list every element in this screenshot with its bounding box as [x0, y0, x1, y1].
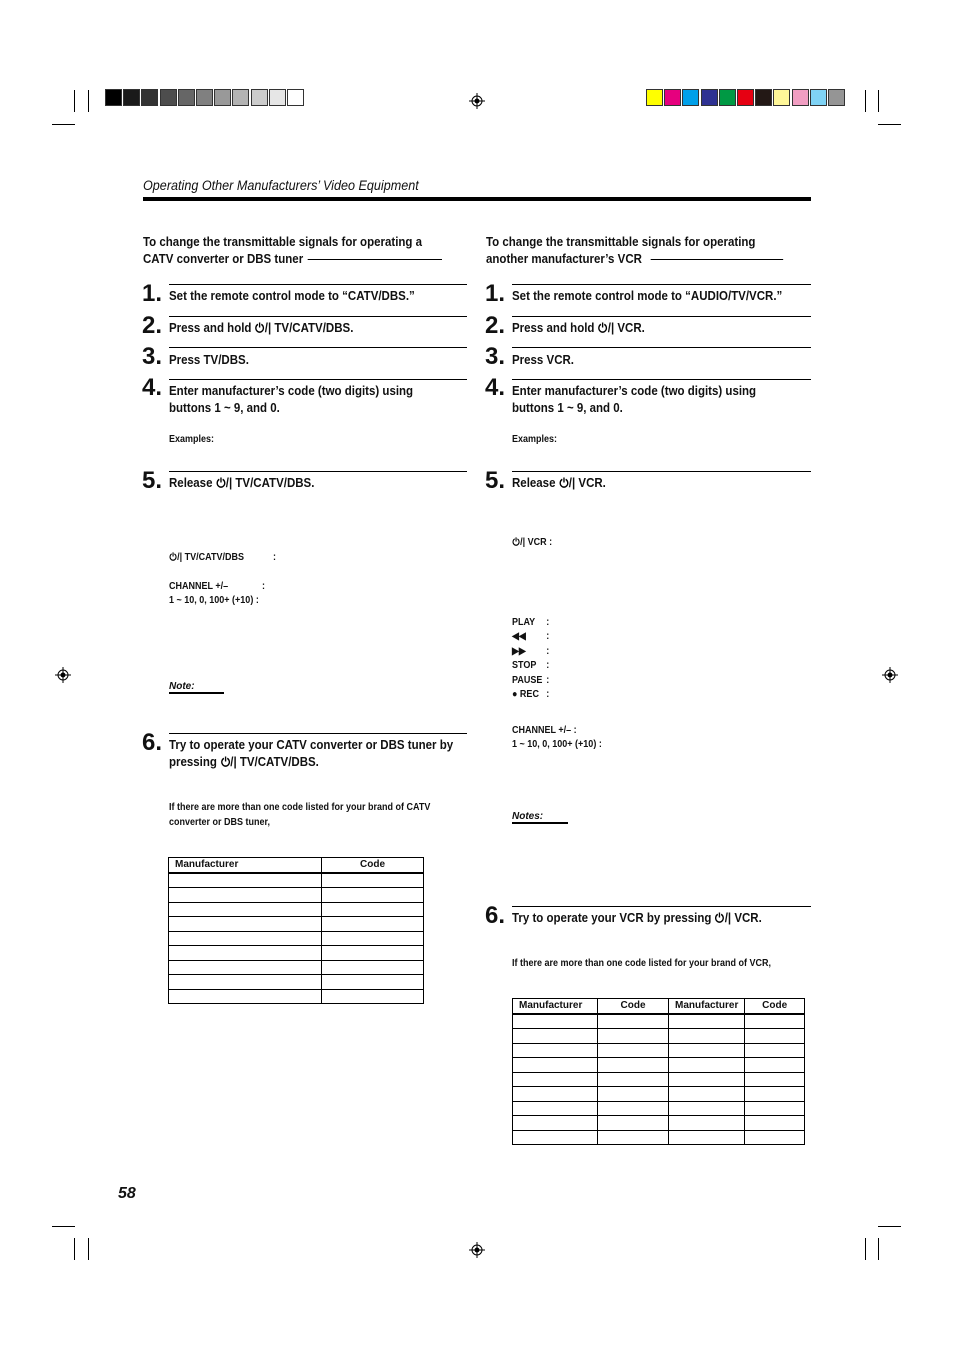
table-row: [513, 1116, 805, 1131]
power-icon: [216, 477, 226, 488]
more-codes-note: If there are more than one code listed for your brand of CATV converter or DBS tuner,: [169, 802, 431, 828]
registration-mark-icon: [469, 1242, 485, 1258]
pause-label: PAUSE: [512, 674, 543, 686]
gray-swatch: [251, 89, 268, 106]
section-title: To change the transmittable signals for operating a CATV converter or DBS tuner: [143, 234, 442, 268]
step-text: Set the remote control mode to “CATV/DBS.”: [169, 289, 415, 303]
gray-swatch: [287, 89, 304, 106]
table-row: [169, 888, 424, 903]
table-row: [169, 902, 424, 917]
step-text: Press and hold /| VCR.: [512, 321, 645, 335]
registration-mark-icon: [882, 667, 898, 683]
table-row: [169, 975, 424, 990]
step-number: 2.: [142, 312, 163, 339]
gray-swatch: [269, 89, 286, 106]
step-text: Release /| TV/CATV/DBS.: [169, 476, 315, 490]
step-number: 1.: [485, 280, 506, 307]
notes-label: Notes:: [512, 811, 544, 822]
gray-swatch: [123, 89, 140, 106]
note-label: Note:: [169, 681, 195, 692]
step-number: 5.: [142, 467, 163, 494]
play-label: PLAY: [512, 617, 536, 628]
power-icon: [255, 322, 265, 333]
table-row: [513, 1087, 805, 1102]
more-codes-note: If there are more than one code listed for your brand of VCR,: [512, 958, 772, 969]
button-power-label: /| VCR :: [512, 536, 552, 551]
table-row: [513, 1043, 805, 1058]
power-icon: [512, 537, 520, 546]
section-title: To change the transmittable signals for operating another manufacturer’s VCR: [486, 234, 784, 268]
page-title: Operating Other Manufacturers’ Video Equipment: [143, 177, 419, 193]
step-number: 3.: [485, 343, 506, 370]
power-icon: [598, 322, 608, 333]
header-rule: [143, 197, 811, 201]
step-number: 5.: [485, 467, 506, 494]
gray-swatch: [160, 89, 177, 106]
color-swatch: [664, 89, 681, 106]
button-numbers-label: 1 ~ 10, 0, 100+ (+10) :: [512, 739, 602, 750]
page-number: 58: [118, 1185, 136, 1202]
registration-mark-icon: [469, 93, 485, 109]
fast-forward-icon: ▶▶: [512, 645, 526, 657]
color-swatch: [828, 89, 845, 106]
step-text: Try to operate your VCR by pressing /| VCR.: [512, 911, 762, 925]
examples-label: Examples:: [512, 434, 558, 445]
gray-swatch: [141, 89, 158, 106]
code-table: Manufacturer Code Manufacturer Code: [512, 998, 805, 1145]
step-text: Enter manufacturer’s code (two digits) using buttons 1 ~ 9, and 0.: [169, 384, 414, 415]
table-row: [169, 989, 424, 1004]
table-row: [513, 1058, 805, 1073]
table-row: [169, 873, 424, 888]
registration-mark-icon: [55, 667, 71, 683]
step-text: Try to operate your CATV converter or DBS tuner by pressing /| TV/CATV/DBS.: [169, 738, 454, 769]
step-text: Set the remote control mode to “AUDIO/TV/VCR.”: [512, 289, 783, 303]
gray-swatch: [105, 89, 122, 106]
color-swatch: [773, 89, 790, 106]
gray-swatch: [196, 89, 213, 106]
button-channel-label: CHANNEL +/–: [169, 581, 229, 592]
table-row: [169, 960, 424, 975]
step-number: 6.: [142, 729, 163, 756]
step-text: Press and hold /| TV/CATV/DBS.: [169, 321, 354, 335]
power-icon: [220, 756, 230, 767]
table-row: [169, 931, 424, 946]
color-swatch: [719, 89, 736, 106]
step-number: 4.: [142, 374, 163, 401]
step-number: 4.: [485, 374, 506, 401]
playback-button-list: PLAY : ◀◀ : ▶▶ : STOP : PAUSE : ● REC :: [512, 617, 550, 700]
color-swatch: [682, 89, 699, 106]
step-number: 6.: [485, 902, 506, 929]
examples-label: Examples:: [169, 434, 215, 445]
table-row: [169, 946, 424, 961]
table-row: [513, 1130, 805, 1145]
code-table: Manufacturer Code: [168, 857, 424, 1004]
step-text: Press VCR.: [512, 353, 575, 367]
button-channel-label: CHANNEL +/– :: [512, 725, 577, 736]
gray-swatch: [232, 89, 249, 106]
button-numbers-label: 1 ~ 10, 0, 100+ (+10) :: [169, 595, 259, 606]
color-swatch: [755, 89, 772, 106]
table-row: [513, 1014, 805, 1029]
power-icon: [715, 912, 725, 923]
rewind-icon: ◀◀: [512, 631, 526, 643]
color-swatch: [646, 89, 663, 106]
color-swatch: [737, 89, 754, 106]
table-row: [513, 1029, 805, 1044]
stop-label: STOP: [512, 660, 537, 672]
color-swatch: [792, 89, 809, 106]
power-icon: [559, 477, 569, 488]
color-swatch: [810, 89, 827, 106]
step-number: 2.: [485, 312, 506, 339]
gray-swatch: [178, 89, 195, 106]
step-text: Release /| VCR.: [512, 476, 606, 490]
power-icon: [169, 552, 177, 561]
table-row: [513, 1101, 805, 1116]
table-row: [513, 1072, 805, 1087]
table-row: [169, 917, 424, 932]
record-icon: ● REC: [512, 688, 539, 700]
step-text: Press TV/DBS.: [169, 353, 249, 367]
button-power-label: /| TV/CATV/DBS: [169, 551, 244, 566]
color-swatch: [701, 89, 718, 106]
gray-swatch: [214, 89, 231, 106]
step-number: 3.: [142, 343, 163, 370]
step-text: Enter manufacturer’s code (two digits) using buttons 1 ~ 9, and 0.: [512, 384, 757, 415]
step-number: 1.: [142, 280, 163, 307]
